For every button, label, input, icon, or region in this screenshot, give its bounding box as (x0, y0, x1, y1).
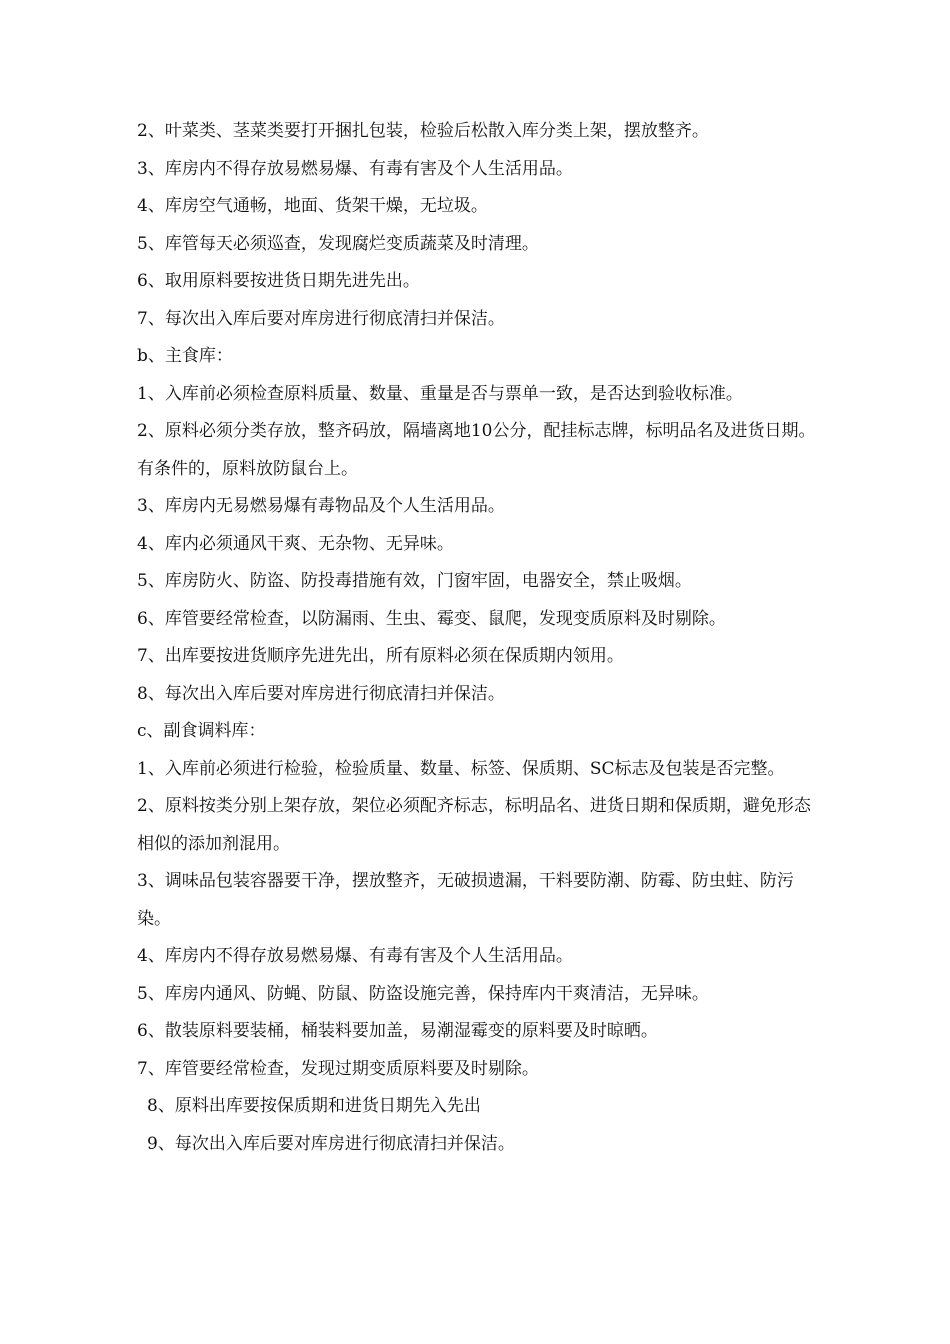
paragraph: 3、库房内无易燃易爆有毒物品及个人生活用品。 (137, 496, 505, 516)
paragraph: 4、库房内不得存放易燃易爆、有毒有害及个人生活用品。 (137, 946, 573, 966)
paragraph: 6、取用原料要按进货日期先进先出。 (137, 271, 420, 291)
paragraph: 1、入库前必须进行检验，检验质量、数量、标签、保质期、SC标志及包装是否完整。 (137, 758, 785, 779)
paragraph: 9、每次出入库后要对库房进行彻底清扫并保洁。 (147, 1133, 515, 1154)
paragraph: 2、叶菜类、茎菜类要打开捆扎包装，检验后松散入库分类上架，摆放整齐。 (137, 121, 709, 141)
paragraph: 6、散装原料要装桶，桶装料要加盖，易潮湿霉变的原料要及时晾晒。 (137, 1021, 658, 1041)
paragraph: 6、库管要经常检查，以防漏雨、生虫、霉变、鼠爬，发现变质原料及时剔除。 (137, 608, 726, 629)
paragraph: 8、每次出入库后要对库房进行彻底清扫并保洁。 (137, 683, 505, 704)
section-heading-c: c、副食调料库： (137, 721, 266, 741)
paragraph: 7、出库要按进货顺序先进先出，所有原料必须在保质期内领用。 (137, 646, 624, 666)
paragraph: 1、入库前必须检查原料质量、数量、重量是否与票单一致，是否达到验收标准。 (137, 383, 743, 404)
paragraph: 2、原料按类分别上架存放，架位必须配齐标志，标明品名、进货日期和保质期，避免形态相似的添加剂混用。 (137, 796, 811, 854)
document-body (137, 113, 817, 1163)
paragraph: 3、库房内不得存放易燃易爆、有毒有害及个人生活用品。 (137, 158, 573, 179)
paragraph: 3、调味品包装容器要干净，摆放整齐，无破损遗漏，干料要防潮、防霉、防虫蛀、防污染。 (137, 871, 794, 929)
paragraph: 7、库管要经常检查，发现过期变质原料要及时剔除。 (137, 1058, 539, 1079)
paragraph: 7、每次出入库后要对库房进行彻底清扫并保洁。 (137, 308, 505, 329)
paragraph: 2、原料必须分类存放，整齐码放，隔墙离地10公分，配挂标志牌，标明品名及进货日期。有条件的，原料放防鼠台上。 (137, 421, 816, 479)
paragraph: 4、库内必须通风干爽、无杂物、无异味。 (137, 533, 454, 554)
section-heading-b: b、主食库： (137, 346, 233, 366)
paragraph: 5、库房内通风、防蝇、防鼠、防盗设施完善，保持库内干爽清洁，无异味。 (137, 983, 709, 1004)
paragraph: 8、原料出库要按保质期和进货日期先入先出 (147, 1096, 481, 1116)
paragraph: 5、库管每天必须巡查，发现腐烂变质蔬菜及时清理。 (137, 233, 539, 254)
paragraph: 5、库房防火、防盗、防投毒措施有效，门窗牢固，电器安全，禁止吸烟。 (137, 571, 692, 591)
paragraph: 4、库房空气通畅，地面、货架干燥，无垃圾。 (137, 196, 488, 216)
